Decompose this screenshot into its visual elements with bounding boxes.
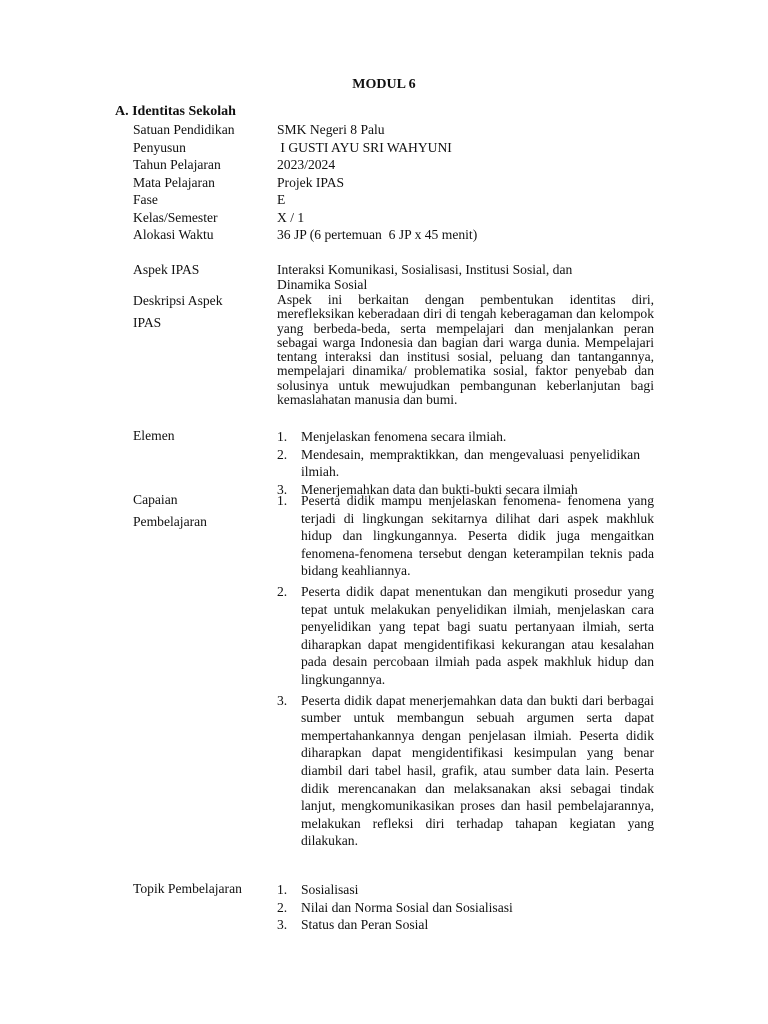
identity-label: Alokasi Waktu: [133, 227, 214, 242]
identity-label: Tahun Pelajaran: [133, 157, 221, 172]
list-text: Peserta didik mampu menjelaskan fenomena- fenomena yang terjadi di lingkungan sekitarnya dilihat dari aspek makhluk hidup dan lingkungannya. Peserta didik juga mengaitkan fenomena-fenomena tersebut dengan keterampilan teknis pada bidang keahliannya.: [301, 493, 654, 579]
aspek-ipas-label: Aspek IPAS: [133, 262, 200, 277]
list-item: [277, 428, 654, 445]
list-number: 2.: [277, 447, 288, 462]
list-number: 1.: [277, 429, 288, 444]
topik-list: [277, 881, 654, 934]
identity-label: Fase: [133, 192, 158, 207]
elemen-list: [277, 428, 654, 498]
capaian-label: Capaian Pembelajaran: [133, 492, 207, 529]
list-number: 1.: [277, 493, 288, 508]
module-title: MODUL 6: [352, 77, 416, 92]
identity-value: X / 1: [277, 210, 305, 225]
identity-value: SMK Negeri 8 Palu: [277, 122, 385, 137]
list-text: Sosialisasi: [301, 882, 359, 897]
aspek-ipas-value: Interaksi Komunikasi, Sosialisasi, Institusi Sosial, dan Dinamika Sosial: [277, 262, 573, 292]
section-heading-identitas: A. Identitas Sekolah: [115, 104, 236, 119]
list-item: [277, 692, 654, 850]
list-item: [277, 881, 654, 899]
list-number: 3.: [277, 692, 288, 708]
list-item: [277, 899, 654, 917]
identity-value: I GUSTI AYU SRI WAHYUNI: [277, 140, 452, 155]
list-text: Peserta didik dapat menerjemahkan data dan bukti dari berbagai sumber untuk membangun sebuah argumen serta dapat mempertahankannya dengan penjelasan ilmiah. Peserta didik diharapkan dapat mengidentifikasi kesimpulan yang benar diambil dari tabel hasil, grafik, atau sumber data lain. Peserta didik merencanakan dan melaksanakan aksi sebagai tindak lanjut, mengkomunikasikan proses dan hasil pembelajarannya, melakukan refleksi diri terhadap tahapan kegiatan yang dilakukan.: [301, 692, 654, 849]
deskripsi-value: Aspek ini berkaitan dengan pembentukan identitas diri, merefleksikan keberadaan diri di tengah keberagaman dan kelompok yang berbeda-beda, serta mempelajari dan menjalankan peran sebagai warga Indonesia dan bagian dari warga dunia. Mempelajari tentang interaksi dan institusi sosial, peluang dan tantangannya, mempelajari dinamika/ problematika sosial, faktor penyebab dan solusinya untuk mewujudkan pembangunan keberlanjutan bagi kemaslahatan manusia dan bumi.: [277, 292, 654, 408]
list-item: [277, 583, 654, 689]
identity-value: 2023/2024: [277, 157, 336, 172]
identity-label: Satuan Pendidikan: [133, 122, 235, 137]
identity-value: 36 JP (6 pertemuan 6 JP x 45 menit): [277, 227, 478, 242]
list-item: [277, 492, 654, 580]
list-text: Nilai dan Norma Sosial dan Sosialisasi: [301, 899, 513, 915]
capaian-list: [277, 492, 654, 850]
identity-value: Projek IPAS: [277, 175, 345, 190]
list-text: Peserta didik dapat menentukan dan mengikuti prosedur yang tepat untuk melakukan penyelidikan ilmiah, menjelaskan cara penyelidikan yang tepat bagi suatu pertanyaan ilmiah, serta diharapkan dapat mengidentifikasi kekurangan atau kesalahan pada desain percobaan ilmiah pada aspek makhluk hidup dan lingkungannya.: [301, 583, 654, 687]
list-number: 2.: [277, 899, 288, 915]
topik-label: Topik Pembelajaran: [133, 881, 242, 896]
list-text: Status dan Peran Sosial: [301, 917, 429, 932]
elemen-label: Elemen: [133, 428, 175, 443]
list-text: Mendesain, mempraktikkan, dan mengevaluasi penyelidikan ilmiah.: [301, 447, 640, 479]
list-number: 1.: [277, 882, 288, 897]
list-text: Menjelaskan fenomena secara ilmiah.: [301, 429, 507, 444]
list-text: Menerjemahkan data dan bukti-bukti secara ilmiah: [301, 482, 578, 497]
identity-label: Penyusun: [133, 140, 186, 155]
identity-label: Kelas/Semester: [133, 210, 218, 225]
list-number: 2.: [277, 583, 288, 599]
list-number: 3.: [277, 482, 288, 497]
list-item: [277, 446, 654, 480]
list-number: 3.: [277, 917, 288, 932]
list-item: [277, 916, 654, 934]
identity-value: E: [277, 192, 286, 207]
deskripsi-label: Deskripsi Aspek IPAS: [133, 293, 223, 330]
identity-label: Mata Pelajaran: [133, 175, 215, 190]
